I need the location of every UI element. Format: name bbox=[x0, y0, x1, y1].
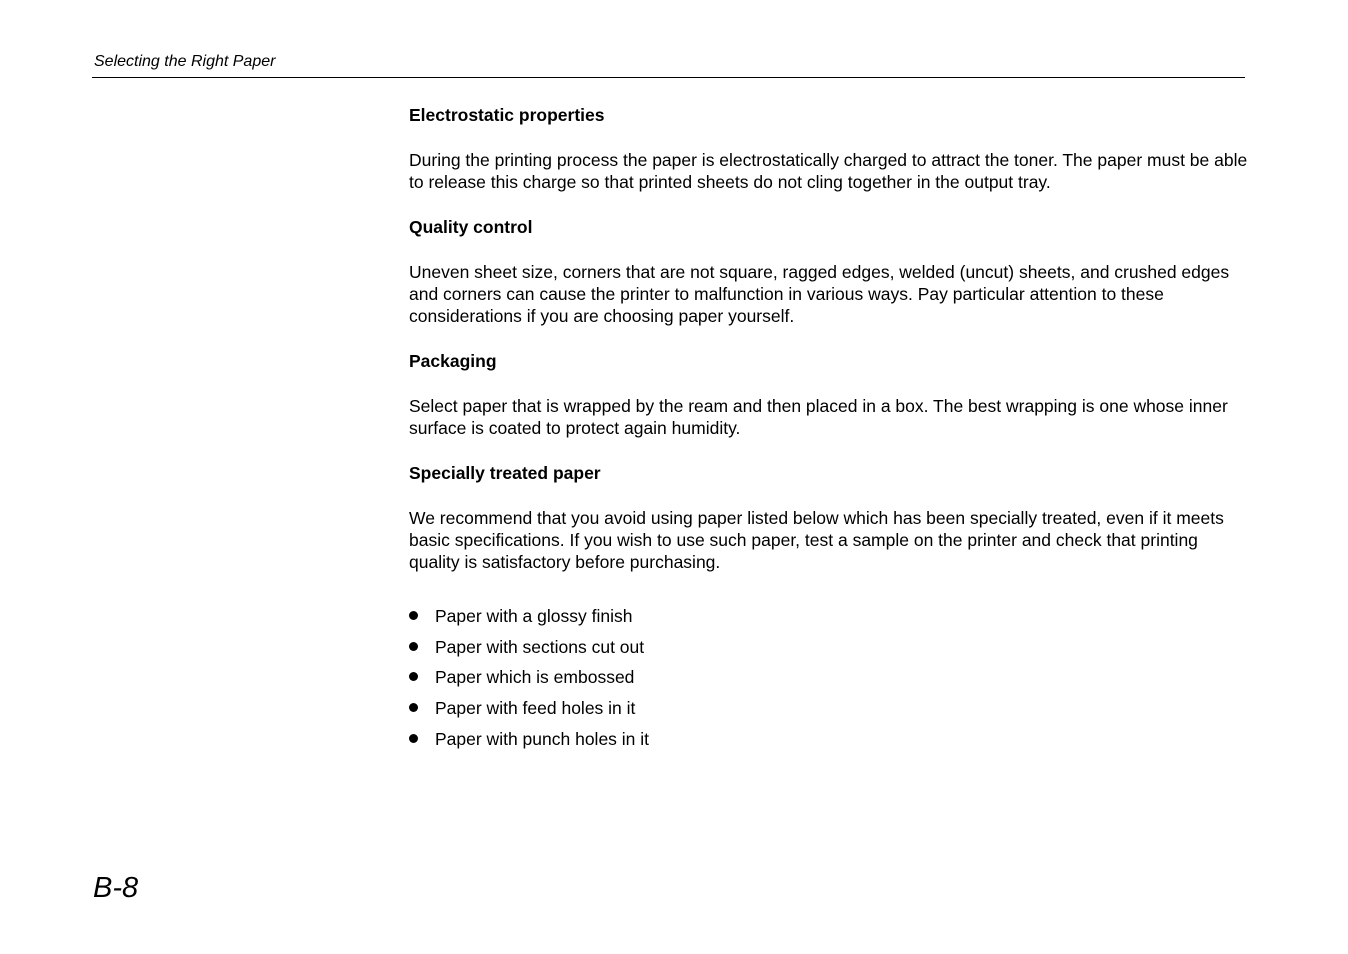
running-header: Selecting the Right Paper bbox=[94, 53, 276, 70]
section-body-electrostatic: During the printing process the paper is electrostatically charged to attract the toner. The paper must be able to release this charge so that printed sheets do not cling together in the output tray. bbox=[409, 150, 1248, 192]
page-number: B-8 bbox=[93, 872, 139, 904]
list-item-text: Paper with feed holes in it bbox=[435, 698, 636, 719]
list-item-text: Paper with a glossy finish bbox=[435, 606, 633, 626]
section-body-specially-treated: We recommend that you avoid using paper listed below which has been specially treated, even if it meets basic specifications. If you wish to use such paper, test a sample on the printer and check that printing quality is satisfactory before purchasing. bbox=[409, 508, 1224, 572]
section-heading-specially-treated: Specially treated paper bbox=[409, 463, 601, 483]
treated-paper-list bbox=[409, 605, 1249, 750]
bullet-icon bbox=[409, 734, 418, 743]
bullet-icon bbox=[409, 703, 418, 712]
bullet-icon bbox=[409, 672, 418, 681]
list-item-text: Paper with sections cut out bbox=[435, 636, 645, 657]
list-item-text: Paper with punch holes in it bbox=[435, 728, 650, 749]
list-item bbox=[409, 636, 1249, 658]
list-item bbox=[409, 697, 1249, 719]
section-heading-quality-control: Quality control bbox=[409, 217, 533, 237]
bullet-icon bbox=[409, 611, 418, 620]
list-item bbox=[409, 728, 1249, 750]
list-item bbox=[409, 605, 1249, 627]
section-heading-packaging: Packaging bbox=[409, 351, 497, 371]
bullet-icon bbox=[409, 642, 418, 651]
main-content bbox=[409, 104, 1249, 758]
list-item-text: Paper which is embossed bbox=[435, 667, 635, 688]
list-item bbox=[409, 666, 1249, 688]
header-divider bbox=[92, 77, 1245, 78]
section-heading-electrostatic: Electrostatic properties bbox=[409, 105, 605, 125]
section-body-quality-control: Uneven sheet size, corners that are not square, ragged edges, welded (uncut) sheets, and crushed edges and corners can cause the printer to malfunction in various ways. Pay particular attention to these considerations if you are choosing paper yourself. bbox=[409, 262, 1230, 326]
section-body-packaging: Select paper that is wrapped by the ream and then placed in a box. The best wrapping is one whose inner surface is coated to protect again humidity. bbox=[409, 396, 1228, 438]
